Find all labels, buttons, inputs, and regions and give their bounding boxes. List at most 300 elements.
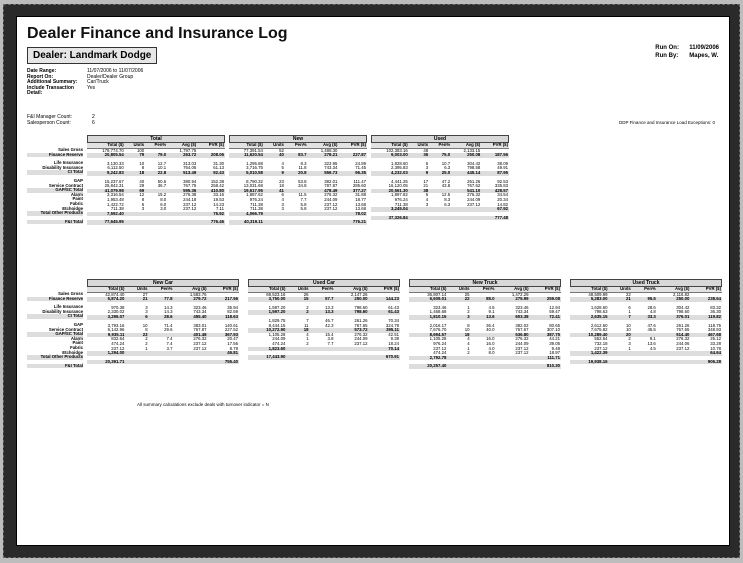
table-cell: 7,676.70: [429, 327, 447, 333]
table-cell: 46.81: [208, 351, 239, 356]
table-cell: 244.09: [272, 336, 286, 342]
table-cell: 78.02: [338, 212, 367, 217]
table-cell: 25.0: [429, 171, 451, 176]
table-cell: 9,003.00: [371, 153, 409, 158]
table-cell: 13.3: [310, 310, 335, 315]
table-cell: 69: [125, 189, 145, 194]
row-label: GAP/SC Total: [27, 332, 83, 337]
param-label: Include Transaction Detail:: [27, 84, 74, 97]
table-cell: 3: [141, 206, 145, 212]
table-cell: 536.80: [495, 333, 529, 338]
table-cell: 276.32: [354, 331, 368, 337]
table-cell: 5: [281, 165, 284, 171]
table-cell: 2: [306, 340, 309, 346]
table-cell: 12: [139, 192, 145, 198]
group-table: [371, 143, 509, 220]
table-cell: 474.24: [433, 350, 447, 356]
table-cell: 237.12: [515, 345, 529, 351]
table-cell: 8.78: [229, 345, 238, 351]
column-header: Avg ($): [657, 287, 691, 292]
table-cell: 28.6: [647, 304, 656, 310]
table-cell: 152.38: [210, 178, 224, 184]
table-cell: 1,597.20: [268, 304, 286, 310]
table-cell: 3,130.33: [107, 160, 124, 166]
group-title: New Truck: [409, 279, 561, 287]
table-cell: 237.12: [433, 345, 447, 351]
table-cell: 1,797.75: [179, 147, 197, 153]
table-cell: 18.24: [388, 340, 399, 346]
table-cell: 33.16: [213, 192, 224, 198]
table-cell: 1,810.15: [409, 315, 447, 320]
table-cell: 12.7: [157, 160, 167, 166]
column-header: Units: [447, 287, 470, 292]
row-label: Etchoidge: [62, 205, 83, 211]
table-cell: 1: [467, 304, 470, 310]
table-cell: 5,874.20: [87, 297, 125, 302]
table-cell: 40,319.11: [229, 220, 264, 225]
table-cell: 250.08: [451, 153, 481, 158]
table-cell: 10.7: [441, 160, 451, 166]
table-cell: 237.12: [354, 340, 368, 346]
table-cell: 8.3: [444, 196, 451, 202]
table-cell: 14.82: [497, 201, 508, 207]
table-cell: 250.00: [657, 297, 691, 302]
table-cell: 743.34: [324, 165, 338, 171]
table-cell: 276.38: [183, 192, 197, 198]
row-label: Fabric: [70, 200, 83, 206]
table-cell: 8.0: [160, 196, 167, 202]
table-cell: 57.7: [310, 297, 335, 302]
table-cell: 976.24: [249, 196, 263, 202]
table-cell: 1,105.28: [268, 331, 286, 337]
table-cell: 44.21: [549, 336, 560, 342]
table-cell: 20: [609, 333, 632, 338]
table-cell: 767.62: [467, 183, 481, 189]
table-cell: 77.8: [149, 297, 174, 302]
table-cell: 7,675.82: [590, 327, 608, 333]
table-cell: 18.97: [549, 350, 560, 356]
table-cell: 87.95: [481, 171, 509, 176]
table-cell: 467.68: [690, 333, 722, 338]
table-cell: 40: [264, 153, 285, 158]
table-cell: 259.08: [530, 297, 561, 302]
row-label: Etchoidge: [62, 349, 83, 355]
dealer-label: Dealer: Landmark Dodge: [27, 47, 157, 64]
table-cell: 5,283.00: [570, 297, 609, 302]
table-cell: 3: [145, 309, 148, 315]
table-cell: 1,468.68: [429, 309, 447, 315]
table-cell: 1: [628, 309, 631, 315]
group-table: [87, 143, 225, 225]
table-cell: 1,597.20: [248, 310, 286, 315]
table-cell: 383.01: [193, 322, 207, 328]
table-cell: 382.01: [324, 178, 338, 184]
table-cell: 552.64: [594, 336, 608, 342]
table-cell: 395.11: [369, 328, 400, 333]
table-cell: 261.26: [467, 178, 481, 184]
param-label: Date Range:: [27, 68, 57, 74]
table-cell: 313.03: [183, 160, 197, 166]
table-cell: 276.32: [515, 336, 529, 342]
table-cell: 455.40: [173, 315, 207, 320]
column-header: PVR ($): [208, 287, 239, 292]
table-cell: 6: [425, 192, 429, 198]
table-cell: 10: [626, 327, 631, 333]
table-cell: 10.78: [710, 345, 721, 351]
table-cell: 7: [609, 315, 632, 320]
column-header: Avg ($): [173, 287, 207, 292]
table-cell: 556.73: [308, 171, 339, 176]
table-cell: 2,133.15: [463, 147, 481, 153]
table-cell: [632, 360, 657, 365]
table-cell: 376.01: [657, 315, 691, 320]
table-cell: 244.09: [354, 336, 368, 342]
table-cell: 348.93: [707, 327, 721, 333]
table-cell: 23: [125, 333, 148, 338]
table-cell: 4.5: [488, 304, 495, 310]
table-cell: 61.13: [213, 165, 224, 171]
table-cell: 61.43: [388, 304, 399, 310]
table-cell: 380.94: [183, 178, 197, 184]
table-cell: 9,242.83: [87, 171, 125, 176]
table-cell: 276.32: [467, 192, 481, 198]
table-cell: 237.12: [193, 345, 207, 351]
row-label: F&I Total: [27, 220, 83, 225]
table-cell: 3,750.00: [248, 297, 286, 302]
summary-group: [229, 135, 367, 225]
table-cell: 79.0: [145, 153, 167, 158]
table-cell: 27: [142, 291, 148, 297]
table-cell: 1,472.29: [511, 291, 529, 297]
table-cell: 4.8: [649, 309, 656, 315]
table-cell: 70.34: [388, 317, 399, 323]
table-cell: 2: [286, 310, 309, 315]
count-value: 2: [92, 114, 95, 120]
table-cell: 767.65: [676, 327, 690, 333]
table-cell: [167, 220, 197, 225]
table-cell: 19.53: [213, 196, 224, 202]
table-cell: 31.88: [355, 192, 366, 198]
table-cell: 9.1: [488, 309, 495, 315]
table-cell: [447, 364, 470, 369]
table-cell: 7.4: [166, 340, 173, 346]
summary-group: [248, 279, 400, 360]
table-cell: 776.46: [197, 220, 225, 225]
table-cell: 3: [281, 206, 284, 212]
table-cell: 36,807.14: [427, 291, 447, 297]
staff-counts: [27, 114, 95, 126]
count-label: Salesperson Count:: [27, 120, 71, 126]
table-cell: 276.32: [676, 336, 690, 342]
table-cell: 22.8: [145, 171, 167, 176]
table-cell: 1,583.76: [189, 291, 207, 297]
table-cell: 2,792.78: [409, 356, 447, 361]
table-cell: 12.94: [549, 304, 560, 310]
table-cell: 61.43: [369, 310, 400, 315]
exceptions-note: DDP Finance and Insurance Load Exceptions: 0: [619, 120, 715, 125]
table-cell: 52: [279, 147, 284, 153]
row-label: Life Insurance: [53, 304, 83, 310]
column-header: Units: [264, 143, 285, 148]
table-cell: 798.58: [467, 165, 481, 171]
row-label: Paint: [72, 340, 83, 346]
table-cell: 25,842.31: [104, 183, 124, 189]
table-cell: 478.49: [308, 189, 339, 194]
table-cell: 14.3: [164, 309, 173, 315]
table-cell: 80.65: [549, 322, 560, 328]
report-page: [17, 17, 729, 545]
table-cell: 23: [279, 178, 284, 184]
table-cell: 7.7: [300, 196, 307, 202]
table-row: [570, 360, 722, 365]
table-cell: 21: [423, 183, 429, 189]
table-cell: [495, 364, 529, 369]
table-cell: 208.06: [197, 153, 225, 158]
table-cell: 179,774.70: [102, 147, 124, 153]
table-cell: 140.61: [224, 322, 238, 328]
column-header: Units: [609, 287, 632, 292]
table-cell: 42,874.40: [105, 291, 125, 297]
column-header: Units: [409, 143, 429, 148]
table-cell: 1,828.60: [391, 160, 408, 166]
row-label: Service Contract: [48, 182, 83, 188]
table-cell: 767.67: [515, 327, 529, 333]
table-cell: 31.30: [213, 160, 224, 166]
table-cell: 8.0: [488, 350, 495, 356]
table-row: [409, 364, 561, 369]
table-cell: [471, 364, 496, 369]
table-cell: 428.57: [481, 189, 509, 194]
table-cell: 237.12: [193, 340, 207, 346]
table-cell: 111.71: [530, 356, 561, 361]
column-header: Units: [125, 143, 145, 148]
table-cell: 237.12: [324, 206, 338, 212]
table-cell: 237.12: [183, 206, 197, 212]
run-on-label: Run On:: [655, 45, 679, 51]
table-cell: [429, 216, 451, 221]
table-cell: 387.75: [530, 333, 561, 338]
table-cell: 2: [467, 309, 470, 315]
table-cell: 33.28: [710, 340, 721, 346]
table-cell: 6.0: [160, 201, 167, 207]
table-cell: 2,635.15: [570, 315, 609, 320]
table-cell: 324.78: [385, 322, 399, 328]
table-cell: 20,391.71: [87, 360, 125, 365]
column-header: Pen%: [429, 143, 451, 148]
group-title: Used: [371, 135, 509, 143]
column-header: Units: [286, 287, 309, 292]
table-cell: 237.12: [183, 201, 197, 207]
table-cell: 3,295.07: [87, 315, 125, 320]
table-cell: 6,112.50: [107, 165, 124, 171]
column-header: PVR ($): [690, 287, 722, 292]
table-cell: 670.91: [369, 355, 400, 360]
column-header: PVR ($): [369, 287, 400, 292]
table-cell: 2: [306, 304, 309, 310]
table-cell: 906.28: [690, 360, 722, 365]
table-cell: 238.64: [690, 297, 722, 302]
row-labels: [27, 135, 83, 224]
group-table: [409, 287, 561, 369]
table-cell: 787.87: [324, 183, 338, 189]
table-cell: 16,120.05: [388, 183, 408, 189]
table-cell: 10: [139, 160, 145, 166]
table-cell: 1,823.60: [248, 347, 286, 352]
table-cell: 810.30: [530, 364, 561, 369]
table-cell: 3: [628, 340, 631, 346]
group-table: [87, 287, 239, 364]
table-cell: 79: [125, 153, 145, 158]
table-cell: 5.8: [300, 206, 307, 212]
table-cell: 711.38: [394, 201, 408, 207]
table-cell: 10,272.90: [248, 328, 286, 333]
table-cell: 323.46: [193, 304, 207, 310]
table-cell: 9.1: [649, 336, 656, 342]
table-cell: 38.09: [497, 160, 508, 166]
table-cell: 323.46: [433, 304, 447, 310]
table-cell: 4: [467, 340, 470, 346]
table-cell: 22: [626, 291, 631, 297]
table-cell: 367.93: [208, 333, 239, 338]
table-cell: 29: [139, 183, 145, 189]
column-header: Pen%: [149, 287, 174, 292]
table-cell: 92.53: [497, 178, 508, 184]
table-cell: 2,116.82: [673, 291, 690, 297]
table-cell: 711.38: [250, 201, 263, 207]
table-cell: 9,935.11: [87, 333, 125, 338]
table-cell: 20.47: [227, 336, 238, 342]
table-cell: 59.47: [549, 309, 560, 315]
group-title: Used Car: [248, 279, 400, 287]
param-label: Report On:: [27, 73, 54, 80]
table-row: [229, 220, 367, 225]
table-cell: 7: [306, 317, 309, 323]
table-cell: 7.7: [327, 340, 334, 346]
table-cell: 6: [125, 315, 148, 320]
table-cell: [125, 220, 145, 225]
column-header: Avg ($): [334, 287, 368, 292]
table-row: [87, 220, 225, 225]
table-cell: 227.87: [338, 153, 367, 158]
table-cell: 3,716.75: [246, 165, 263, 171]
table-cell: 49.91: [497, 165, 508, 171]
table-cell: 798.60: [354, 304, 368, 310]
table-cell: 118.63: [208, 315, 239, 320]
column-header: Pen%: [471, 287, 496, 292]
table-cell: 2: [628, 336, 631, 342]
table-cell: 4.0: [488, 345, 495, 351]
table-cell: 9.39: [390, 336, 399, 342]
table-cell: 2: [467, 350, 470, 356]
table-row: [87, 360, 239, 365]
table-cell: 6.3: [444, 201, 451, 207]
table-cell: 743.34: [193, 309, 207, 315]
column-header: Total ($): [87, 287, 125, 292]
table-cell: 16.0: [486, 340, 495, 346]
row-label: Fabric: [70, 344, 83, 350]
table-cell: 237.12: [594, 345, 608, 351]
table-cell: 304.42: [467, 160, 481, 166]
table-cell: 6,609.01: [409, 297, 447, 302]
table-cell: 10.1: [157, 165, 167, 171]
table-cell: 1,294.00: [87, 351, 125, 356]
row-label: Alarm: [70, 335, 83, 341]
table-cell: 50.6: [157, 178, 167, 184]
table-cell: 77,391.54: [243, 147, 263, 153]
table-cell: 323.46: [515, 304, 529, 310]
table-cell: 36.30: [710, 309, 721, 315]
table-cell: [334, 355, 368, 360]
table-cell: 514.40: [657, 333, 691, 338]
table-cell: 10,289.40: [570, 333, 609, 338]
row-label: Alarm: [70, 191, 83, 197]
table-cell: 33.3: [632, 315, 657, 320]
table-cell: 64.64: [690, 351, 722, 356]
table-cell: [286, 355, 309, 360]
table-cell: 75.0: [429, 153, 451, 158]
table-cell: 5.8: [300, 201, 307, 207]
table-cell: 244.18: [183, 196, 197, 202]
table-cell: 7,592.40: [87, 212, 125, 217]
column-header: Avg ($): [308, 143, 339, 148]
table-cell: 15.2: [157, 192, 167, 198]
table-cell: 307.10: [546, 327, 560, 333]
table-cell: 798.60: [334, 310, 368, 315]
param-value: Dealer/Dealer Group: [87, 73, 134, 80]
table-cell: 15.4: [325, 331, 334, 337]
table-cell: 21: [125, 297, 148, 302]
table-cell: 3: [447, 315, 470, 320]
table-cell: 513.49: [167, 171, 197, 176]
table-cell: 28.6: [149, 315, 174, 320]
group-table: [570, 287, 722, 364]
group-table: [248, 287, 400, 360]
table-cell: 2,147.26: [350, 291, 368, 297]
table-cell: 227.52: [224, 327, 238, 333]
table-cell: 88.0: [471, 297, 496, 302]
table-cell: 777.48: [481, 216, 509, 221]
row-label: Life Insurance: [53, 160, 83, 166]
table-cell: 13.6: [647, 340, 656, 346]
table-cell: 1,422.39: [570, 351, 609, 356]
table-cell: 4,441.25: [391, 178, 408, 184]
row-label: Paint: [72, 196, 83, 202]
table-cell: 15,237.67: [104, 178, 124, 184]
table-cell: 16.0: [486, 336, 495, 342]
table-cell: 798.60: [676, 309, 690, 315]
table-cell: 3: [425, 165, 429, 171]
table-cell: 2,016.17: [429, 322, 447, 328]
table-cell: 9.48: [551, 345, 560, 351]
table-cell: 275.99: [495, 297, 529, 302]
table-cell: 17,443.90: [248, 355, 286, 360]
table-cell: 41,079.98: [87, 189, 125, 194]
table-cell: 2,395.83: [391, 165, 408, 171]
table-cell: 3.0: [160, 206, 167, 212]
table-cell: 20,257.40: [409, 364, 447, 369]
table-cell: 8: [467, 322, 470, 328]
column-header: PVR ($): [338, 143, 367, 148]
table-cell: 92.43: [197, 171, 225, 176]
table-cell: 14.23: [213, 201, 224, 207]
table-cell: 4: [425, 196, 429, 202]
table-cell: 17: [423, 178, 429, 184]
table-cell: [264, 220, 285, 225]
table-cell: 2: [145, 336, 148, 342]
column-header: Total ($): [87, 143, 125, 148]
table-cell: 237.12: [515, 350, 529, 356]
table-cell: 18: [447, 333, 470, 338]
